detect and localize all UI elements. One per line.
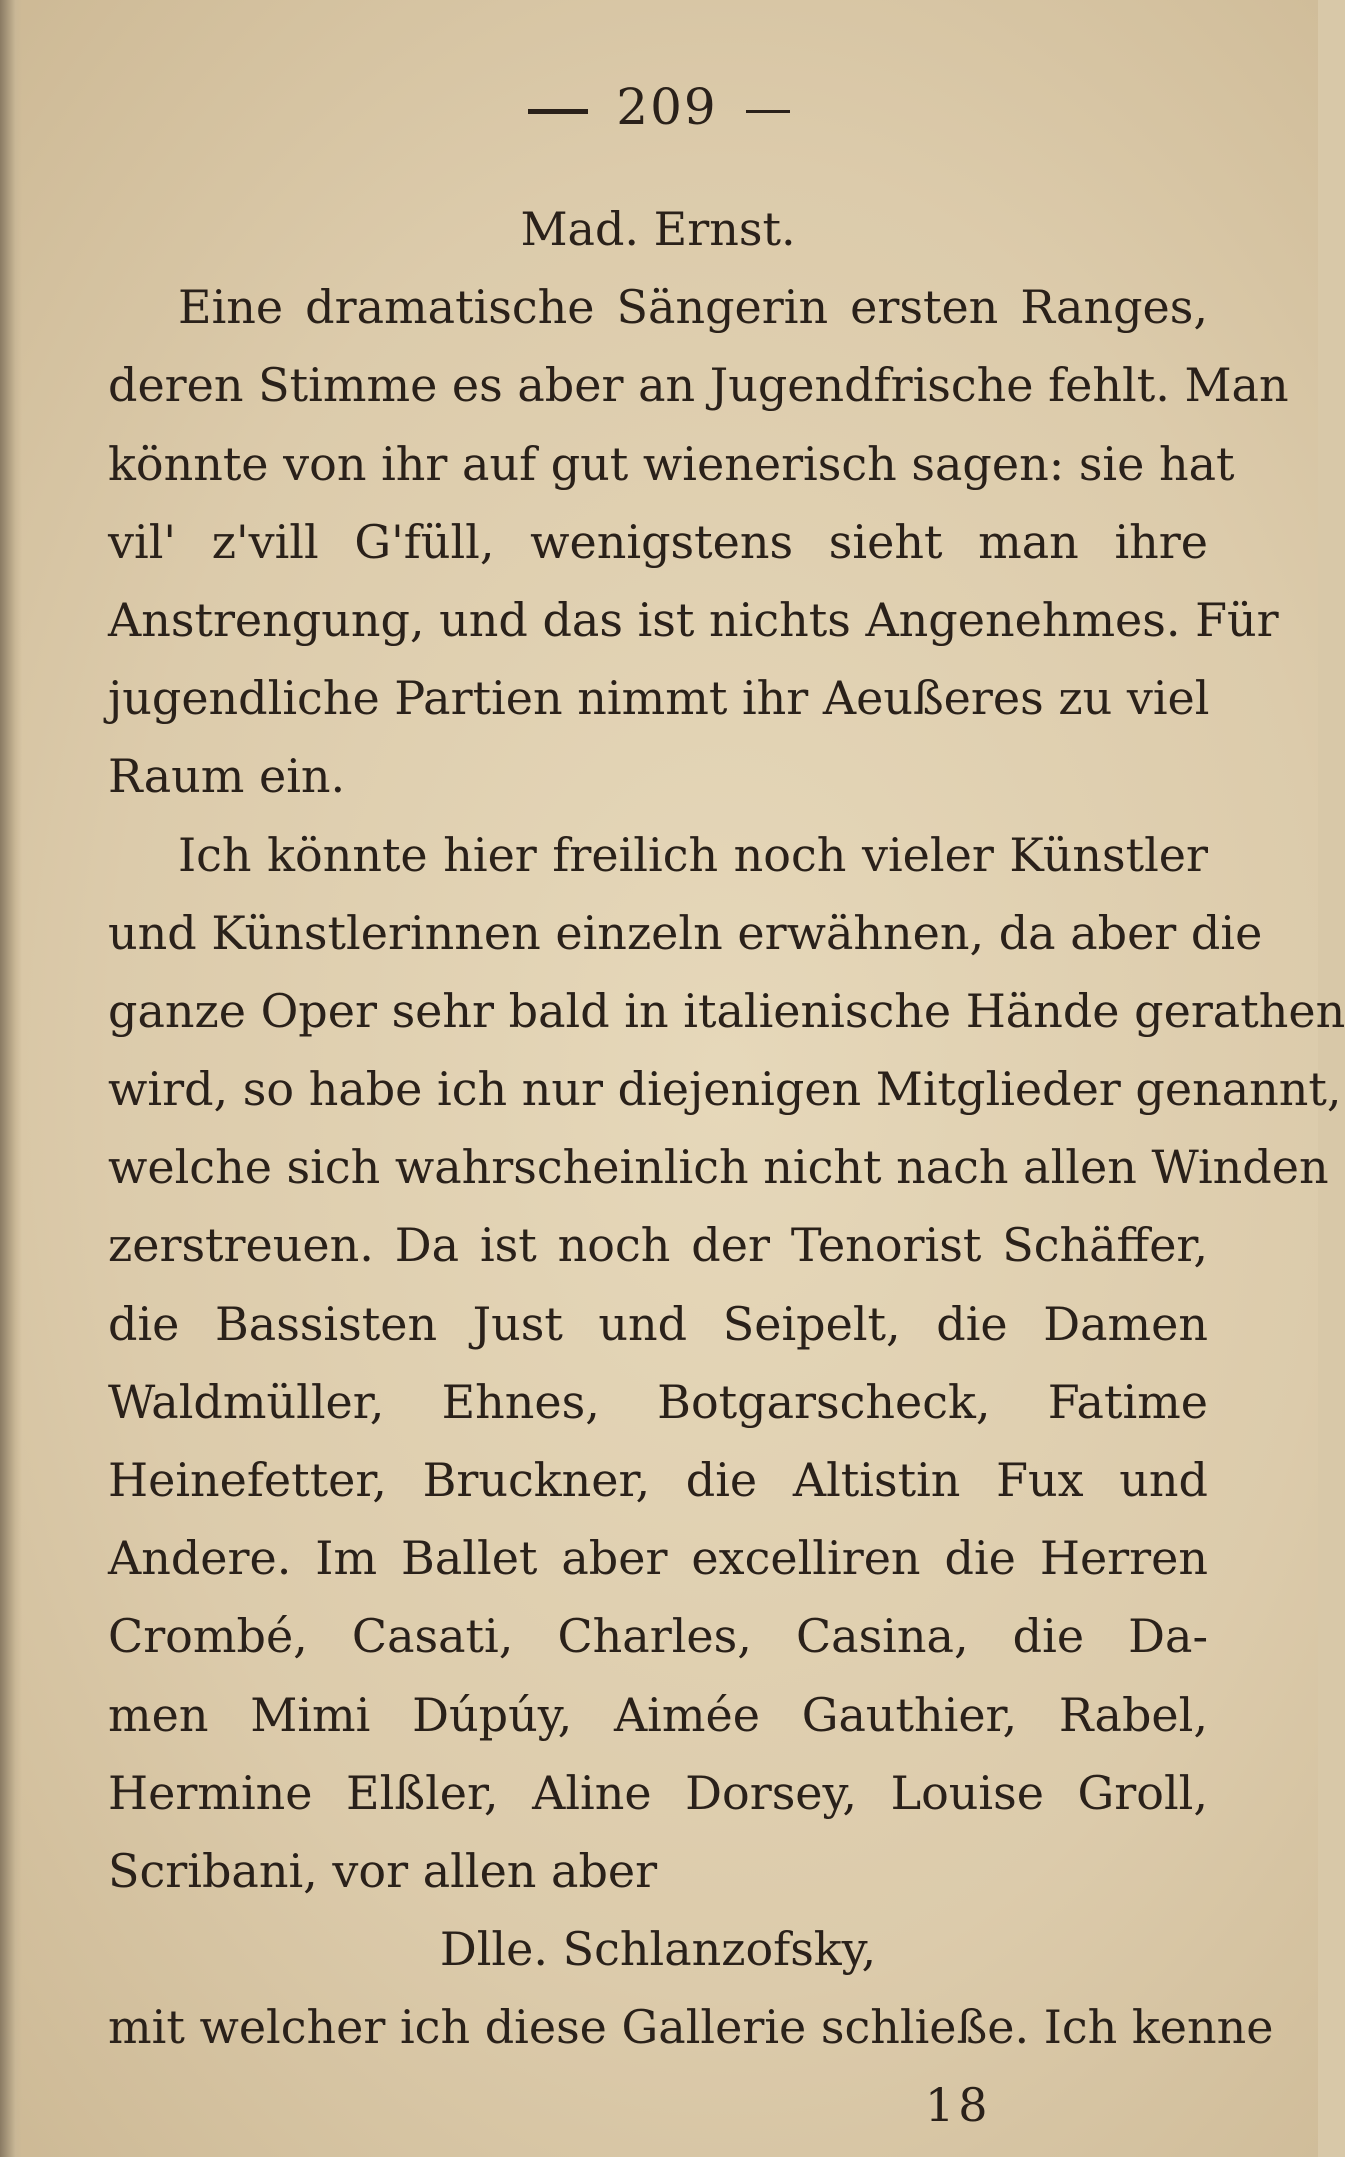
text-line: Crombé, Casati, Charles, Casina, die Da- (108, 1609, 1208, 1664)
text-line: Mad. Ernst. (520, 202, 796, 256)
text-line: Eine dramatische Sängerin ersten Ranges, (178, 280, 1208, 335)
text-line: mit welcher ich diese Gallerie schließe. Ich kenne (108, 2000, 1274, 2055)
text-line: Heinefetter, Bruckner, die Altistin Fux und (108, 1453, 1208, 1507)
text-line: jugendliche Partien nimmt ihr Aeußeres zu viel (108, 671, 1210, 726)
text-line: Scribani, vor allen aber (108, 1843, 658, 1898)
text-line: wird, so habe ich nur diejenigen Mitglieder genannt, (108, 1062, 1342, 1117)
text-line: welche sich wahrscheinlich nicht nach allen Winden (108, 1140, 1329, 1195)
text-line: ganze Oper sehr bald in italienische Hände gerathen (108, 983, 1345, 1038)
body-text (108, 190, 1345, 2067)
text-line: zerstreuen. Da ist noch der Tenorist Schäffer, (108, 1218, 1208, 1273)
text-line: Raum ein. (108, 749, 346, 804)
page-gutter-shadow (0, 0, 22, 2157)
header-dash-right (746, 110, 790, 113)
text-line: men Mimi Dúpúy, Aimée Gauthier, Rabel, (108, 1687, 1208, 1742)
text-line: deren Stimme es aber an Jugendfrische fehlt. Man (108, 358, 1289, 413)
header-dash-left (528, 109, 588, 114)
text-line: vil' z'vill G'füll, wenigstens sieht man ihre (108, 514, 1208, 569)
page-header (0, 78, 1318, 136)
signature-mark: 18 (925, 2078, 992, 2132)
text-line: Andere. Im Ballet aber excelliren die Herren (108, 1531, 1208, 1586)
text-line: Hermine Elßler, Aline Dorsey, Louise Groll, (108, 1765, 1208, 1820)
text-line: könnte von ihr auf gut wienerisch sagen: sie hat (108, 436, 1235, 491)
text-line: und Künstlerinnen einzeln erwähnen, da aber die (108, 905, 1263, 960)
page-number: 209 (616, 78, 718, 136)
text-line: Waldmüller, Ehnes, Botgarscheck, Fatime (108, 1374, 1208, 1429)
text-line: Ich könnte hier freilich noch vieler Künstler (178, 827, 1208, 882)
text-line: Anstrengung, und das ist nichts Angenehmes. Für (108, 592, 1279, 647)
text-line: Dlle. Schlanzofsky, (439, 1922, 877, 1977)
text-line: die Bassisten Just und Seipelt, die Damen (108, 1296, 1208, 1351)
